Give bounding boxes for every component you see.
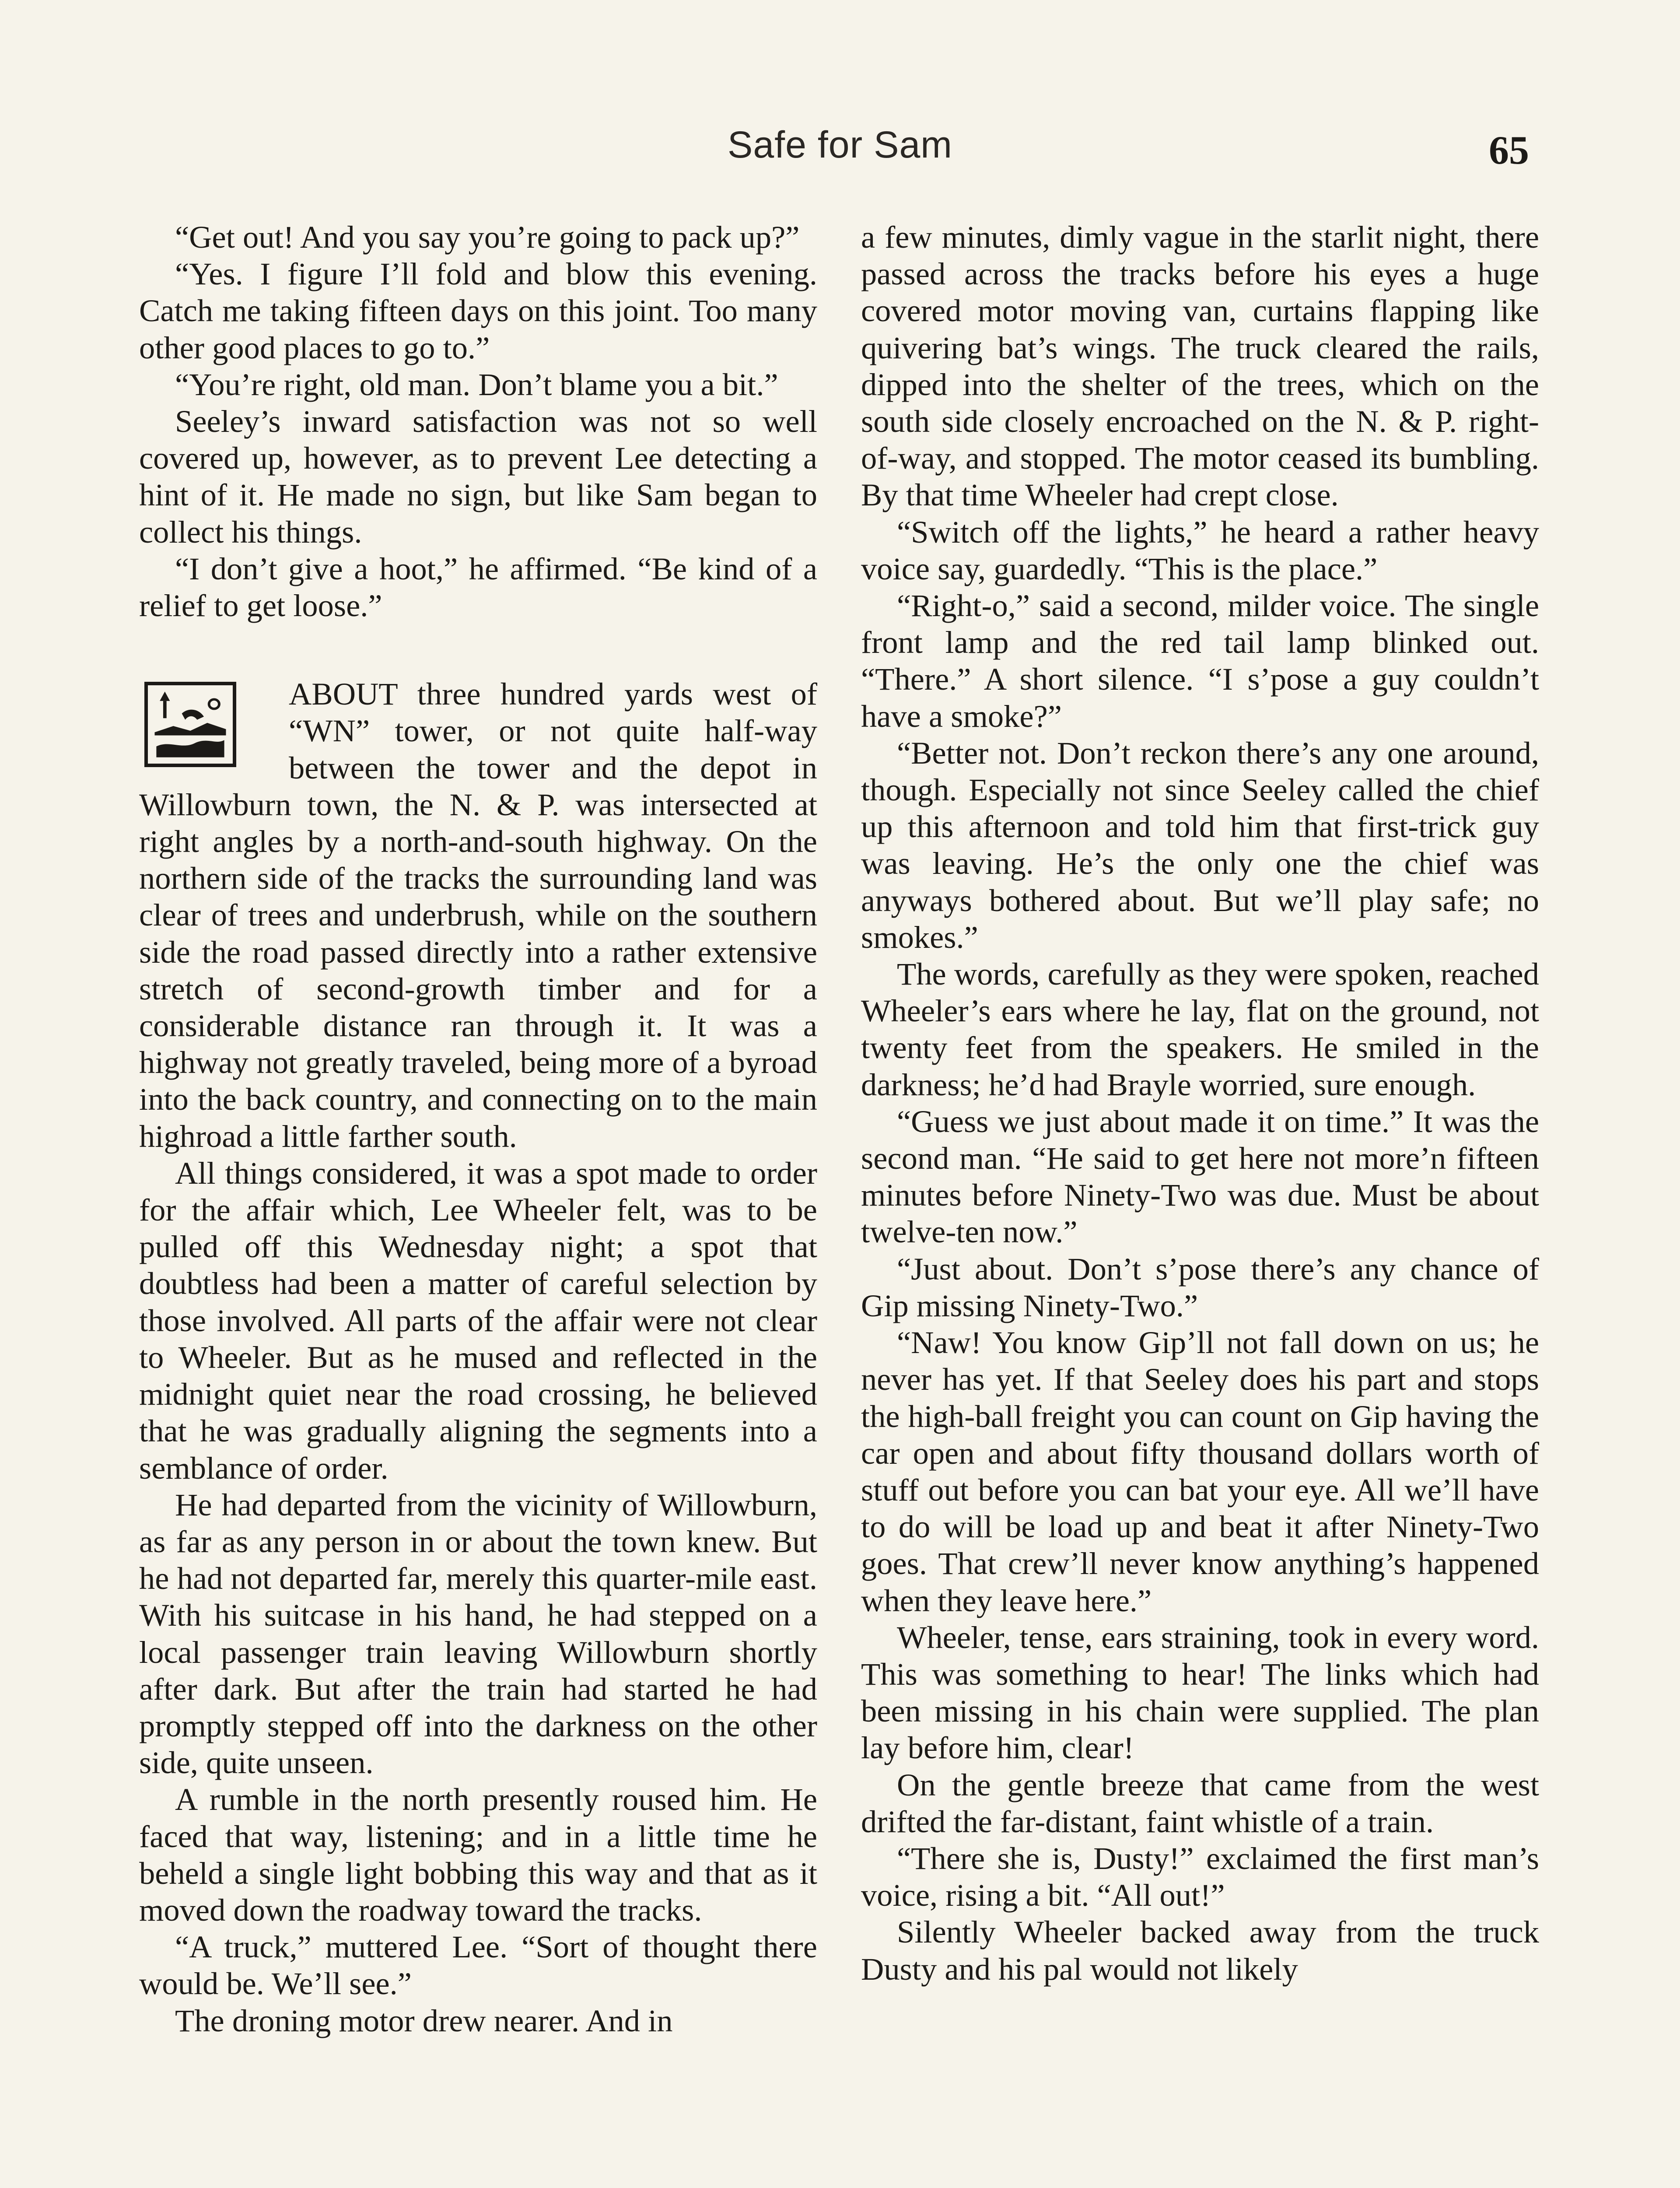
paragraph: Seeley’s inward satisfaction was not so well covered up, however, as to prevent Lee detecting a hint of it. He made no sign, but like Sam began to collect his things. <box>139 403 817 550</box>
paragraph: The words, carefully as they were spoken, reached Wheeler’s ears where he lay, flat on the ground, not twenty feet from the speakers. He smiled in the darkness; he’d had Brayle worried, sure enough. <box>861 956 1539 1102</box>
paragraph-section-opening: ABOUT three hundred yards west of “WN” tower, or not quite half-way between the tower and the depot in Willowburn town, the N. & P. was intersected at right angles by a north-and-south highway. On the northern side of the tracks the surrounding land was clear of trees and underbrush, while on the southern side the road passed directly into a rather extensive stretch of second-growth timber and for a considerable distance ran through it. It was a highway not greatly traveled, being more of a byroad into the back country, and connecting on to the main highroad a little farther south. <box>139 676 817 1154</box>
left-column <box>139 219 817 2039</box>
paragraph: “Get out! And you say you’re going to pack up?” <box>175 219 800 255</box>
right-column <box>861 219 1539 1988</box>
paragraph: “Guess we just about made it on time.” It was the second man. “He said to get here not more’n fifteen minutes before Ninety-Two was due. Must be about twelve-ten now.” <box>861 1103 1539 1250</box>
paragraph: “A truck,” muttered Lee. “Sort of thought there would be. We’ll see.” <box>139 1929 817 2002</box>
paragraph: He had departed from the vicinity of Willowburn, as far as any person in or about the town knew. But he had not departed far, merely this quarter-mile east. With his suitcase in his hand, he had stepped on a local passenger train leaving Willowburn shortly after dark. But after the train had started he had promptly stepped off into the darkness on the other side, quite unseen. <box>139 1487 817 1781</box>
paragraph: All things considered, it was a spot made to order for the affair which, Lee Wheeler felt, was to be pulled off this Wednesday night; a spot that doubtless had been a matter of careful selection by those involved. All parts of the affair were not clear to Wheeler. But as he mused and reflected in the midnight quiet near the road crossing, he believed that he was gradually aligning the segments into a semblance of order. <box>139 1155 817 1486</box>
paragraph: Silently Wheeler backed away from the truck Dusty and his pal would not likely <box>861 1914 1539 1987</box>
paragraph-continued: a few minutes, dimly vague in the starlit night, there passed across the tracks before his eyes a huge covered motor moving van, curtains flapping like quivering bat’s wings. The truck cleared the rails, dipped into the shelter of the trees, which on the south side closely encroached on the N. & P. right-of-way, and stopped. The motor ceased its bumbling. By that time Wheeler had crept close. <box>861 219 1539 513</box>
paragraph: “Better not. Don’t reckon there’s any one around, though. Especially not since Seeley called the chief up this afternoon and told him that first-trick guy was leaving. He’s the only one the chief was anyways bothered about. But we’ll play safe; no smokes.” <box>861 735 1539 955</box>
paragraph: “Just about. Don’t s’pose there’s any chance of Gip missing Ninety-Two.” <box>861 1251 1539 1323</box>
paragraph: “Naw! You know Gip’ll not fall down on us; he never has yet. If that Seeley does his part and stops the high-ball freight you can count on Gip having the car open and about fifty thousand dollars worth of stuff out before you can bat your eye. All we’ll have to do will be load up and beat it after Ninety-Two goes. That crew’ll never know anything’s happened when they leave here.” <box>861 1325 1539 1618</box>
paragraph: “You’re right, old man. Don’t blame you a bit.” <box>175 366 778 402</box>
paragraph: On the gentle breeze that came from the west drifted the far-distant, faint whistle of a train. <box>861 1767 1539 1839</box>
page-number: 65 <box>1489 128 1529 172</box>
running-title: Safe for Sam <box>728 124 952 166</box>
paragraph: “Yes. I figure I’ll fold and blow this evening. Catch me taking fifteen days on this joint. Too many other good places to go to.” <box>139 256 817 365</box>
paragraph: “Right-o,” said a second, milder voice. The single front lamp and the red tail lamp blinked out. “There.” A short silence. “I s’pose a guy couldn’t have a smoke?” <box>861 588 1539 734</box>
paragraph: “There she is, Dusty!” exclaimed the first man’s voice, rising a bit. “All out!” <box>861 1840 1539 1913</box>
paragraph: A rumble in the north presently roused him. He faced that way, listening; and in a little time he beheld a single light bobbing this way and that as it moved down the roadway toward the tracks. <box>139 1781 817 1928</box>
paragraph: The droning motor drew nearer. And in <box>175 2002 673 2038</box>
landscape-vignette-icon <box>144 682 236 767</box>
section-break <box>139 624 817 676</box>
paragraph: Wheeler, tense, ears straining, took in every word. This was something to hear! The links which had been missing in his chain were supplied. The plan lay before him, clear! <box>861 1619 1539 1766</box>
paragraph: “Switch off the lights,” he heard a rather heavy voice say, guardedly. “This is the place.” <box>861 514 1539 586</box>
paragraph: “I don’t give a hoot,” he affirmed. “Be kind of a relief to get loose.” <box>139 551 817 624</box>
